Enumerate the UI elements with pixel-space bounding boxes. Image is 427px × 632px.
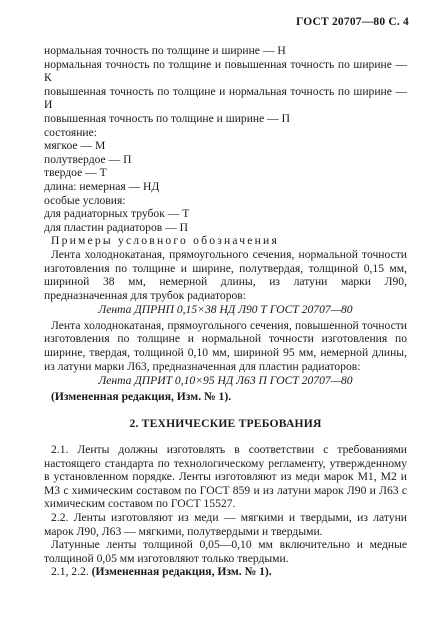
section-2-title: 2. ТЕХНИЧЕСКИЕ ТРЕБОВАНИЯ bbox=[129, 417, 322, 431]
paragraph-2-1: 2.1. Ленты должны изготовлять в соответствии с требованиями настоящего стандарта по технологическому регламенту, утвержденному в установленном порядке. Ленты изготовляют из меди марок М1, М2 и М3 с химическим составом по ГОСТ 859 и из латуни марок Л90 и Л63 с химическим составом по ГОСТ 15527. bbox=[44, 443, 407, 511]
state-item: твердое — Т bbox=[44, 166, 107, 180]
designation-line: повышенная точность по толщине и нормальная точность по ширине — И bbox=[44, 84, 407, 112]
page-header: ГОСТ 20707—80 С. 4 bbox=[296, 16, 409, 28]
state-item: мягкое — М bbox=[44, 139, 106, 153]
designation-line: нормальная точность по толщине и повышенная точность по ширине — К bbox=[44, 57, 407, 85]
condition-item: для пластин радиаторов — П bbox=[44, 220, 189, 234]
note-prefix: 2.1, 2.2. bbox=[51, 565, 92, 579]
paragraph-2-2-continued: Латунные ленты толщиной 0,05—0,10 мм включительно и медные толщиной 0,05 мм изготовляют только твердыми. bbox=[44, 538, 407, 565]
note-text: (Измененная редакция, Изм. № 1). bbox=[91, 565, 272, 579]
example-2-text: Лента холоднокатаная, прямоугольного сечения, повышенной точности изготовления по толщине и нормальной точности изготовления по ширине, твердая, толщиной 0,10 мм, шириной 95 мм, немерной длины, из латуни марки Л63, предназначенная для пластин радиаторов: bbox=[44, 318, 407, 373]
example-1-designation: Лента ДПРНП 0,15×38 НД Л90 Т ГОСТ 20707—80 bbox=[98, 303, 353, 317]
examples-heading: Примеры условного обозначения bbox=[51, 234, 279, 248]
condition-item: для радиаторных трубок — Т bbox=[44, 207, 190, 221]
length-line: длина: немерная — НД bbox=[44, 179, 160, 193]
conditions-heading: особые условия: bbox=[44, 193, 126, 207]
state-heading: состояние: bbox=[44, 125, 97, 139]
designation-line: повышенная точность по толщине и ширине — П bbox=[44, 111, 291, 125]
paragraph-2-2: 2.2. Ленты изготовляют из меди — мягкими и твердыми, из латуни марок Л90, Л63 — мягкими, полутвердыми и твердыми. bbox=[44, 511, 407, 538]
edition-note-2 bbox=[44, 565, 407, 579]
example-2-designation: Лента ДПРИТ 0,10×95 НД Л63 П ГОСТ 20707—80 bbox=[98, 374, 353, 388]
example-1-text: Лента холоднокатаная, прямоугольного сечения, нормальной точности изготовления по толщине и ширине, полутвердая, толщиной 0,15 мм, шириной 38 мм, немерной длины, из латуни марки Л90, предназначенная для трубок радиаторов: bbox=[44, 247, 407, 302]
page-content bbox=[44, 44, 407, 579]
edition-note: (Измененная редакция, Изм. № 1). bbox=[51, 389, 232, 403]
state-item: полутвердое — П bbox=[44, 152, 132, 166]
designation-line: нормальная точность по толщине и ширине — Н bbox=[44, 44, 286, 57]
